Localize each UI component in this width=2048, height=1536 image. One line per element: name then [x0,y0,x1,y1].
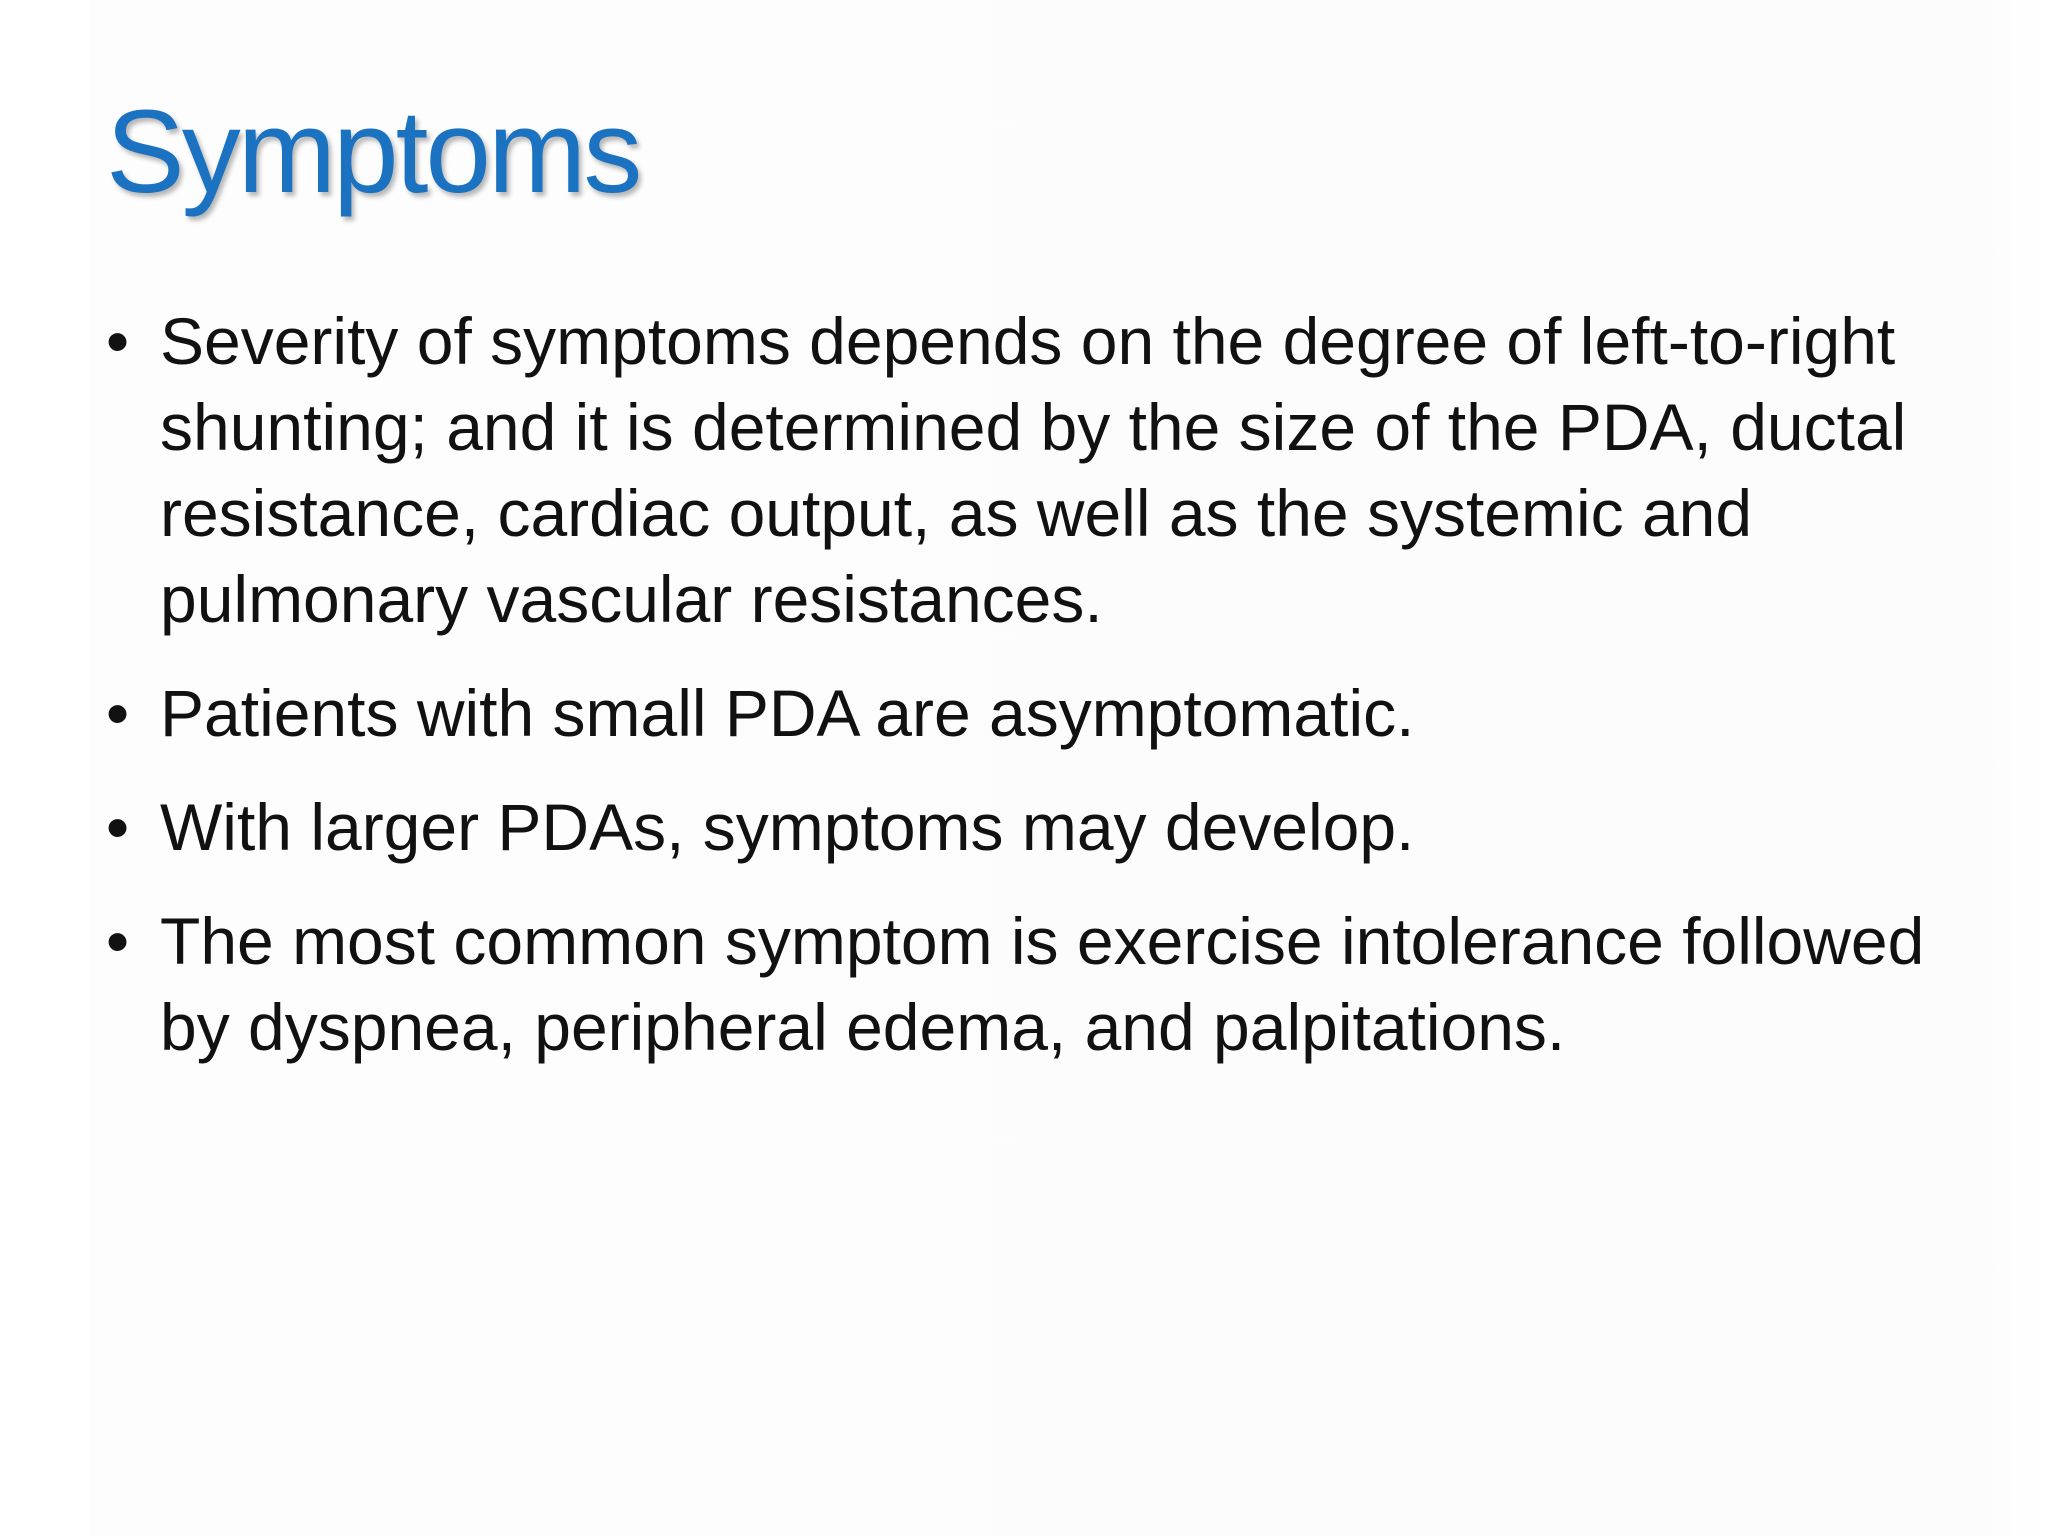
slide-title: Symptoms [106,86,640,218]
bullet-point-icon: • [106,904,130,978]
bullet-point-icon: • [106,676,130,750]
bullet-point-icon: • [106,790,130,864]
bullet-item [106,670,1996,756]
bullet-item [106,784,1996,870]
bullet-item [106,898,1996,1070]
bullet-text: The most common symptom is exercise intolerance followed by dyspnea, peripheral edema, and palpitations. [160,904,1925,1064]
bullet-point-icon: • [106,304,130,378]
bullet-text: With larger PDAs, symptoms may develop. [160,790,1415,864]
bullet-list [106,298,1996,1098]
bullet-text: Severity of symptoms depends on the degree of left-to-right shunting; and it is determined by the size of the PDA, ductal resistance, cardiac output, as well as the systemic and pulmonary vascular resistances. [160,304,1907,636]
bullet-item [106,298,1996,642]
bullet-text: Patients with small PDA are asymptomatic. [160,676,1415,750]
